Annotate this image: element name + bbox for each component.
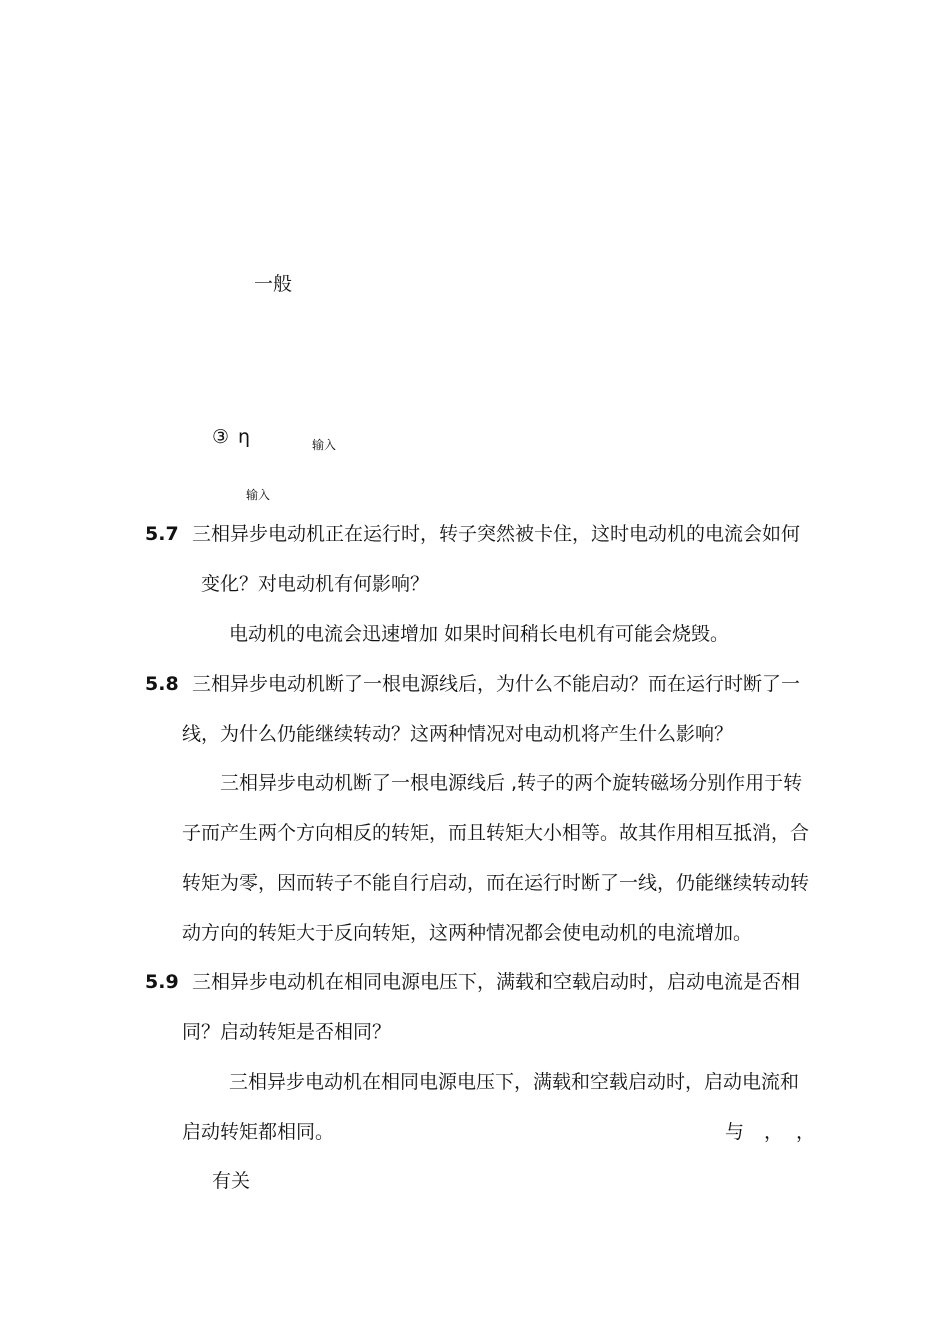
question-5-9-line-2: 同？启动转矩是否相同？: [182, 1021, 392, 1043]
eta-symbol: η: [238, 426, 251, 448]
answer-5-9-yu: 与: [725, 1121, 745, 1143]
question-number-5-9: 5.9: [145, 971, 179, 993]
subscript-input-1: 输入: [312, 438, 337, 452]
answer-5-8-line-4: 动方向的转矩大于反向转矩，这两种情况都会使电动机的电流增加。: [182, 922, 753, 944]
question-number-5-7: 5.7: [145, 523, 179, 545]
question-number-5-8: 5.8: [145, 673, 179, 695]
question-5-8-line-2: 线，为什么仍能继续转动？这两种情况对电动机将产生什么影响？: [182, 723, 734, 745]
answer-5-9-comma-2: ，: [796, 1121, 816, 1143]
answer-5-8-line-2: 子而产生两个方向相反的转矩，而且转矩大小相等。故其作用相互抵消，合: [182, 822, 810, 844]
circled-number-three: ③: [212, 426, 230, 448]
question-5-7-line-2: 变化？对电动机有何影响？: [201, 573, 430, 595]
answer-5-9-line-2: 启动转矩都相同。: [182, 1121, 335, 1143]
subscript-input-2: 输入: [246, 488, 271, 502]
answer-5-7-line-1: 电动机的电流会迅速增加 如果时间稍长电机有可能会烧毁。: [229, 623, 730, 645]
answer-5-9-comma-1: ，: [764, 1121, 784, 1143]
answer-5-9-line-3: 有关: [212, 1170, 251, 1192]
fragment-yiban: 一般: [254, 273, 293, 295]
question-5-8-line-1: 三相异步电动机断了一根电源线后，为什么不能启动？而在运行时断了一: [192, 673, 801, 695]
question-5-7-line-1: 三相异步电动机正在运行时，转子突然被卡住，这时电动机的电流会如何: [192, 523, 801, 545]
answer-5-8-line-3: 转矩为零，因而转子不能自行启动，而在运行时断了一线，仍能继续转动转: [182, 872, 810, 894]
answer-5-8-line-1: 三相异步电动机断了一根电源线后 ,转子的两个旋转磁场分别作用于转: [220, 772, 803, 794]
question-5-9-line-1: 三相异步电动机在相同电源电压下，满载和空载启动时，启动电流是否相: [192, 971, 801, 993]
answer-5-9-line-1: 三相异步电动机在相同电源电压下，满载和空载启动时，启动电流和: [229, 1071, 800, 1093]
